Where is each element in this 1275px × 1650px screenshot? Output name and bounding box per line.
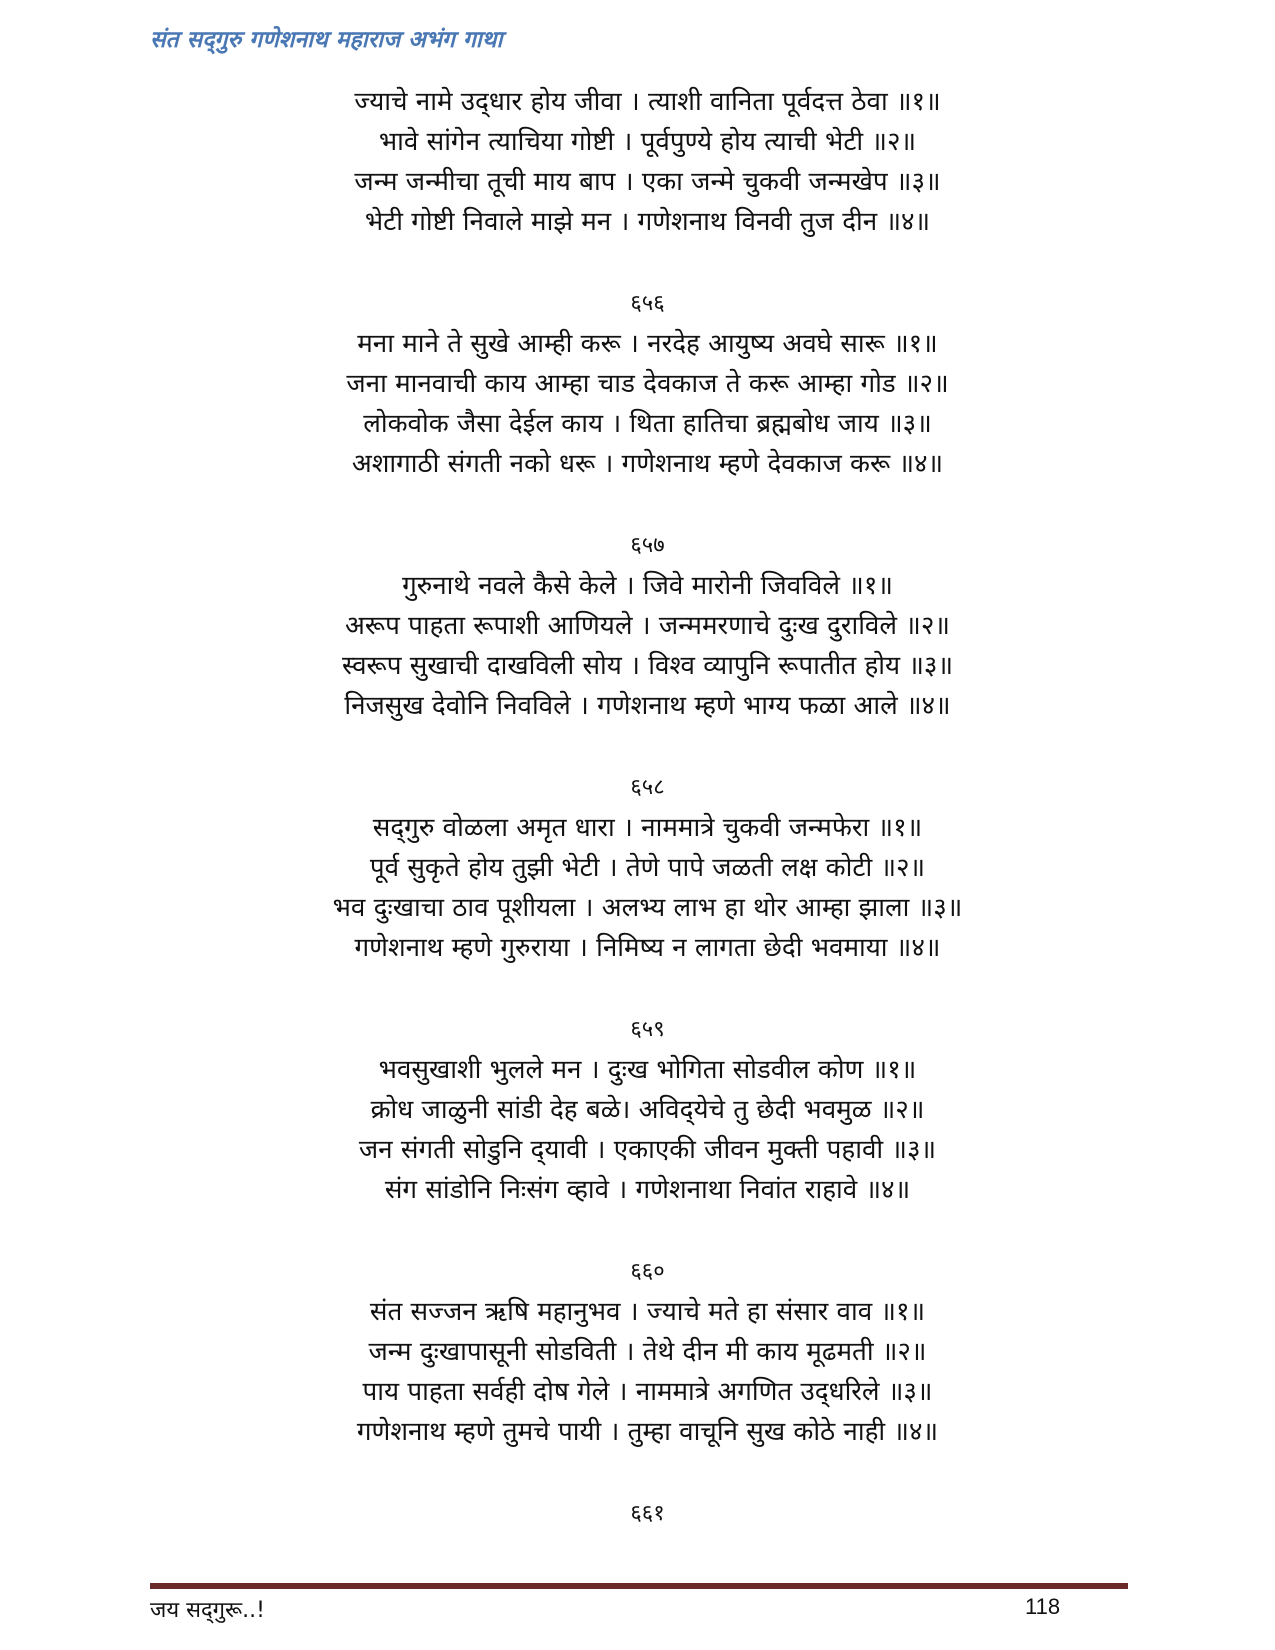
verse-line: जन्म जन्मीचा तूची माय बाप । एका जन्मे चुकवी जन्मखेप ॥३॥ <box>354 167 941 197</box>
verse-line: मना माने ते सुखे आम्ही करू । नरदेह आयुष्य अवघे सारू ॥१॥ <box>357 329 938 359</box>
abhang-number: ६५७ <box>630 533 665 558</box>
verse-line: भेटी गोष्टी निवाले माझे मन । गणेशनाथ विनवी तुज दीन ॥४॥ <box>364 207 931 237</box>
page-number: 118 <box>1025 1594 1061 1619</box>
verse-line: भावे सांगेन त्याचिया गोष्टी । पूर्वपुण्ये होय त्याची भेटी ॥२॥ <box>378 127 917 157</box>
verse-line: ज्याचे नामे उद्‌धार होय जीवा । त्याशी वानिता पूर्वदत्त ठेवा ॥१॥ <box>354 87 941 117</box>
abhang-section <box>0 1494 1275 1534</box>
verse-line: अशागाठी संगती नको धरू । गणेशनाथ म्हणे देवकाज करू ॥४॥ <box>351 449 944 479</box>
verse-line: गणेशनाथ म्हणे तुमचे पायी । तुम्हा वाचूनि सुख कोठे नाही ॥४॥ <box>356 1417 939 1447</box>
footer-divider <box>150 1583 1128 1589</box>
verse-line: स्वरूप सुखाची दाखविली सोय । विश्व व्यापुनि रूपातीत होय ॥३॥ <box>341 651 954 681</box>
abhang-number: ६६१ <box>630 1501 665 1526</box>
verse-line: जना मानवाची काय आम्हा चाड देवकाज ते करू आम्हा गोड ॥२॥ <box>346 369 949 399</box>
footer-text: जय सद्‌गुरू..! <box>150 1598 265 1623</box>
verse-line: क्रोध जाळुनी सांडी देह बळे। अविद्‌येचे तु छेदी भवमुळ ॥२॥ <box>370 1095 925 1125</box>
verse-line: भव दुःखाचा ठाव पूशीयला । अलभ्य लाभ हा थोर आम्हा झाला ॥३॥ <box>332 893 963 923</box>
verse-line: संग सांडोनि निःसंग व्हावे । गणेशनाथा निवांत राहावे ॥४॥ <box>384 1175 911 1205</box>
verse-line: अरूप पाहता रूपाशी आणियले । जन्ममरणाचे दुःख दुराविले ॥२॥ <box>345 611 950 641</box>
page-header-title: संत सद्‌गुरु गणेशनाथ महाराज अभंग गाथा <box>150 27 503 53</box>
abhang-number: ६५६ <box>630 291 665 316</box>
abhang-number: ६५८ <box>630 775 665 800</box>
verse-line: भवसुखाशी भुलले मन । दुःख भोगिता सोडवील कोण ॥१॥ <box>378 1055 917 1085</box>
page-content <box>0 82 1275 1534</box>
intro-verse-block <box>0 82 1275 242</box>
verse-line: जन्म दुःखापासूनी सोडविती । तेथे दीन मी काय मूढमती ॥२॥ <box>368 1337 927 1367</box>
abhang-section <box>0 284 1275 484</box>
abhang-number: ६५९ <box>630 1017 665 1042</box>
verse-line: सद्‌गुरु वोळला अमृत धारा । नाममात्रे चुकवी जन्मफेरा ॥१॥ <box>372 813 923 843</box>
abhang-section <box>0 768 1275 968</box>
verse-line: संत सज्जन ऋषि महानुभव । ज्याचे मते हा संसार वाव ॥१॥ <box>369 1297 926 1327</box>
verse-line: निजसुख देवोनि निवविले । गणेशनाथ म्हणे भाग्य फळा आले ॥४॥ <box>344 691 951 721</box>
abhang-section <box>0 1010 1275 1210</box>
verse-line: लोकवोक जैसा देईल काय । थिता हातिचा ब्रह्मबोध जाय ॥३॥ <box>363 409 932 439</box>
abhang-number: ६६० <box>630 1259 665 1284</box>
verse-line: गणेशनाथ म्हणे गुरुराया । निमिष्य न लागता छेदी भवमाया ॥४॥ <box>354 933 941 963</box>
abhang-section <box>0 1252 1275 1452</box>
verse-line: जन संगती सोडुनि द्‌यावी । एकाएकी जीवन मुक्ती पहावी ॥३॥ <box>358 1135 937 1165</box>
verse-line: पाय पाहता सर्वही दोष गेले । नाममात्रे अगणित उद्‌धरिले ॥३॥ <box>362 1377 933 1407</box>
abhang-section <box>0 526 1275 726</box>
verse-line: गुरुनाथे नवले कैसे केले । जिवे मारोनी जिवविले ॥१॥ <box>402 571 893 601</box>
verse-line: पूर्व सुकृते होय तुझी भेटी । तेणे पापे जळती लक्ष कोटी ॥२॥ <box>369 853 926 883</box>
